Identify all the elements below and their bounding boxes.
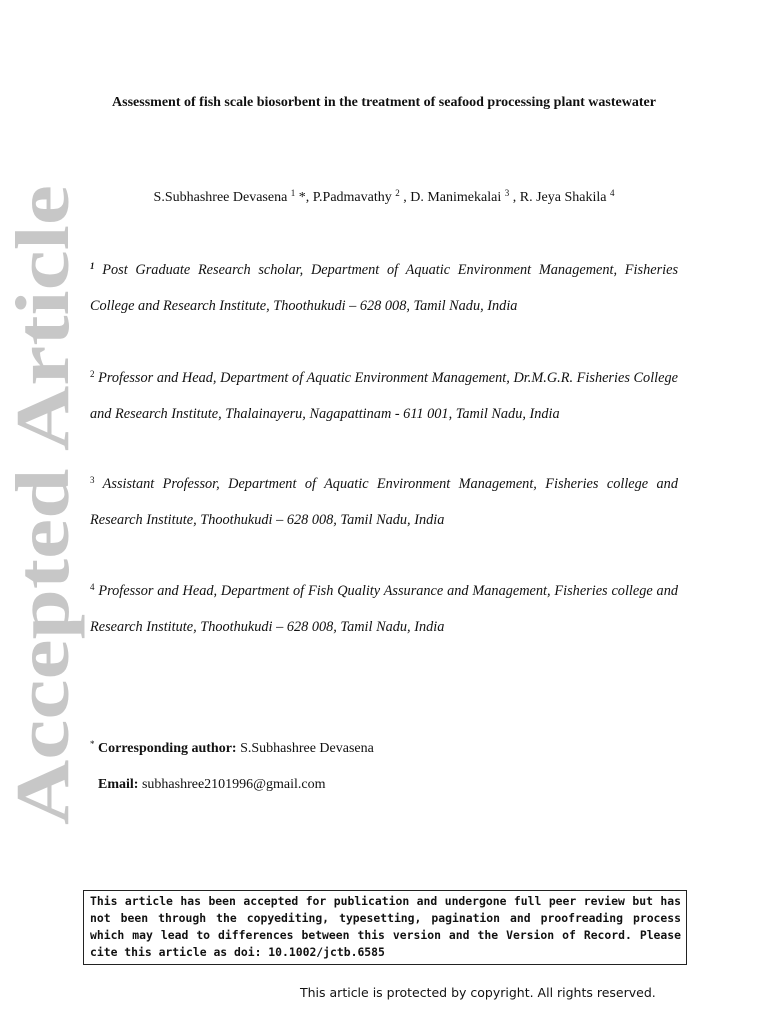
author-affiliation-mark: 4 bbox=[609, 188, 615, 198]
watermark-text: Accepted Article bbox=[1, 286, 85, 825]
accepted-article-watermark bbox=[1, 180, 85, 830]
affiliation-3 bbox=[90, 466, 678, 538]
affiliation-mark: 1 bbox=[90, 261, 95, 271]
author-affiliation-mark: 3 bbox=[504, 188, 510, 198]
author-name: P.Padmavathy bbox=[312, 190, 392, 205]
affiliation-text: Assistant Professor, Department of Aquatic Environment Management, Fisheries college and Research Institute, Thoothukudi – 628 008, Tamil Nadu, India bbox=[90, 476, 678, 528]
affiliation-1 bbox=[90, 252, 678, 324]
paper-title: Assessment of fish scale biosorbent in the treatment of seafood processing plant wastewater bbox=[112, 95, 656, 110]
affiliation-mark: 4 bbox=[90, 582, 95, 592]
acceptance-notice-box: This article has been accepted for publication and undergone full peer review but has not been through the copyediting, typesetting, pagination and proofreading process which may lead to differences between this version and the Version of Record. Please cite this article as doi: 10.1002/jctb.6585 bbox=[83, 890, 687, 965]
author-separator: , bbox=[399, 190, 411, 205]
affiliation-mark: 2 bbox=[90, 369, 95, 379]
corresponding-name: S.Subhashree Devasena bbox=[240, 741, 374, 756]
author-list bbox=[60, 189, 708, 207]
corresponding-label: Corresponding author: bbox=[98, 741, 237, 756]
affiliation-text: Professor and Head, Department of Aquatic Environment Management, Dr.M.G.R. Fisheries College and Research Institute, Thalainayeru, Nagapattinam - 611 001, Tamil Nadu, India bbox=[90, 370, 678, 422]
copyright-footer: This article is protected by copyright. All rights reserved. bbox=[300, 985, 656, 1000]
author-affiliation-mark: 1 bbox=[290, 188, 296, 198]
affiliation-4 bbox=[90, 573, 678, 645]
author-affiliation-mark: 2 bbox=[395, 188, 400, 198]
email-label: Email: bbox=[98, 777, 139, 792]
author-separator: , bbox=[509, 190, 520, 205]
author-name: R. Jeya Shakila bbox=[519, 190, 607, 205]
affiliation-2 bbox=[90, 360, 678, 432]
affiliation-text: Post Graduate Research scholar, Department of Aquatic Environment Management, Fisheries College and Research Institute, Thoothukudi – 628 008, Tamil Nadu, India bbox=[90, 262, 679, 314]
corresponding-author bbox=[90, 740, 374, 758]
affiliation-mark: 3 bbox=[90, 475, 95, 485]
affiliation-text: Professor and Head, Department of Fish Quality Assurance and Management, Fisheries college and Research Institute, Thoothukudi – 628 008, Tamil Nadu, India bbox=[90, 583, 679, 635]
author-separator: *, bbox=[295, 190, 313, 205]
author-name: D. Manimekalai bbox=[410, 190, 502, 205]
contact-email bbox=[98, 776, 326, 794]
corresponding-mark: * bbox=[90, 739, 95, 749]
email-address: subhashree2101996@gmail.com bbox=[141, 777, 326, 792]
author-name: S.Subhashree Devasena bbox=[153, 190, 288, 205]
